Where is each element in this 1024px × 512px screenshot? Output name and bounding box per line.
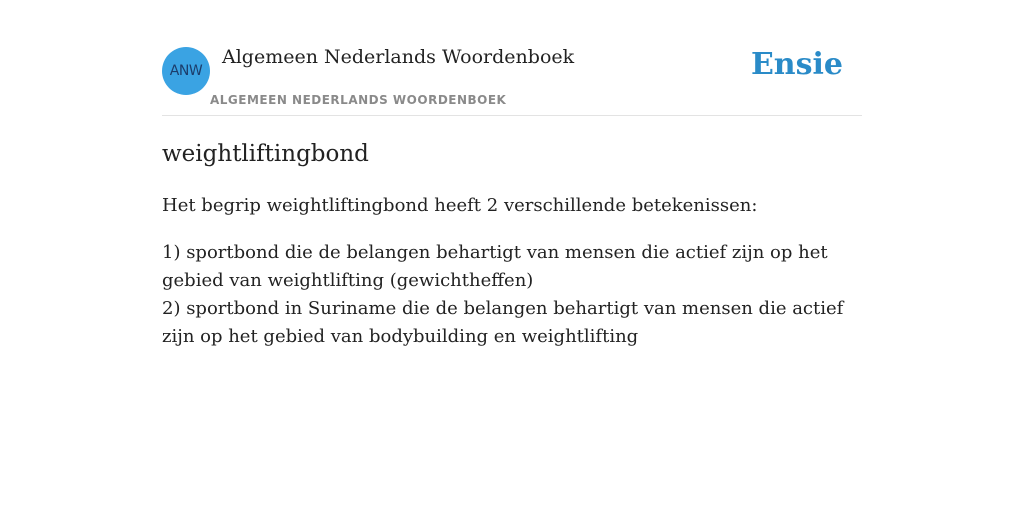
entry-intro: Het begrip weightliftingbond heeft 2 verschillende betekenissen: [162, 194, 758, 216]
source-subtitle: ALGEMEEN NEDERLANDS WOORDENBOEK [210, 93, 507, 107]
anw-logo[interactable] [162, 47, 210, 95]
definition-item: 1) sportbond die de belangen behartigt van mensen die actief zijn op het gebied van weightlifting (gewichtheffen) [162, 241, 828, 291]
entry-word: weightliftingbond [162, 141, 369, 167]
page-header [162, 0, 862, 116]
anw-logo-text: ANW [169, 63, 203, 79]
definition-list [162, 239, 862, 351]
page-container [162, 0, 862, 351]
ensie-logo-link[interactable]: Ensie [750, 47, 843, 82]
source-title[interactable]: Algemeen Nederlands Woordenboek [222, 46, 575, 68]
definition-item: 2) sportbond in Suriname die de belangen behartigt van mensen die actief zijn op het gebied van bodybuilding en weightlifting [162, 297, 844, 347]
